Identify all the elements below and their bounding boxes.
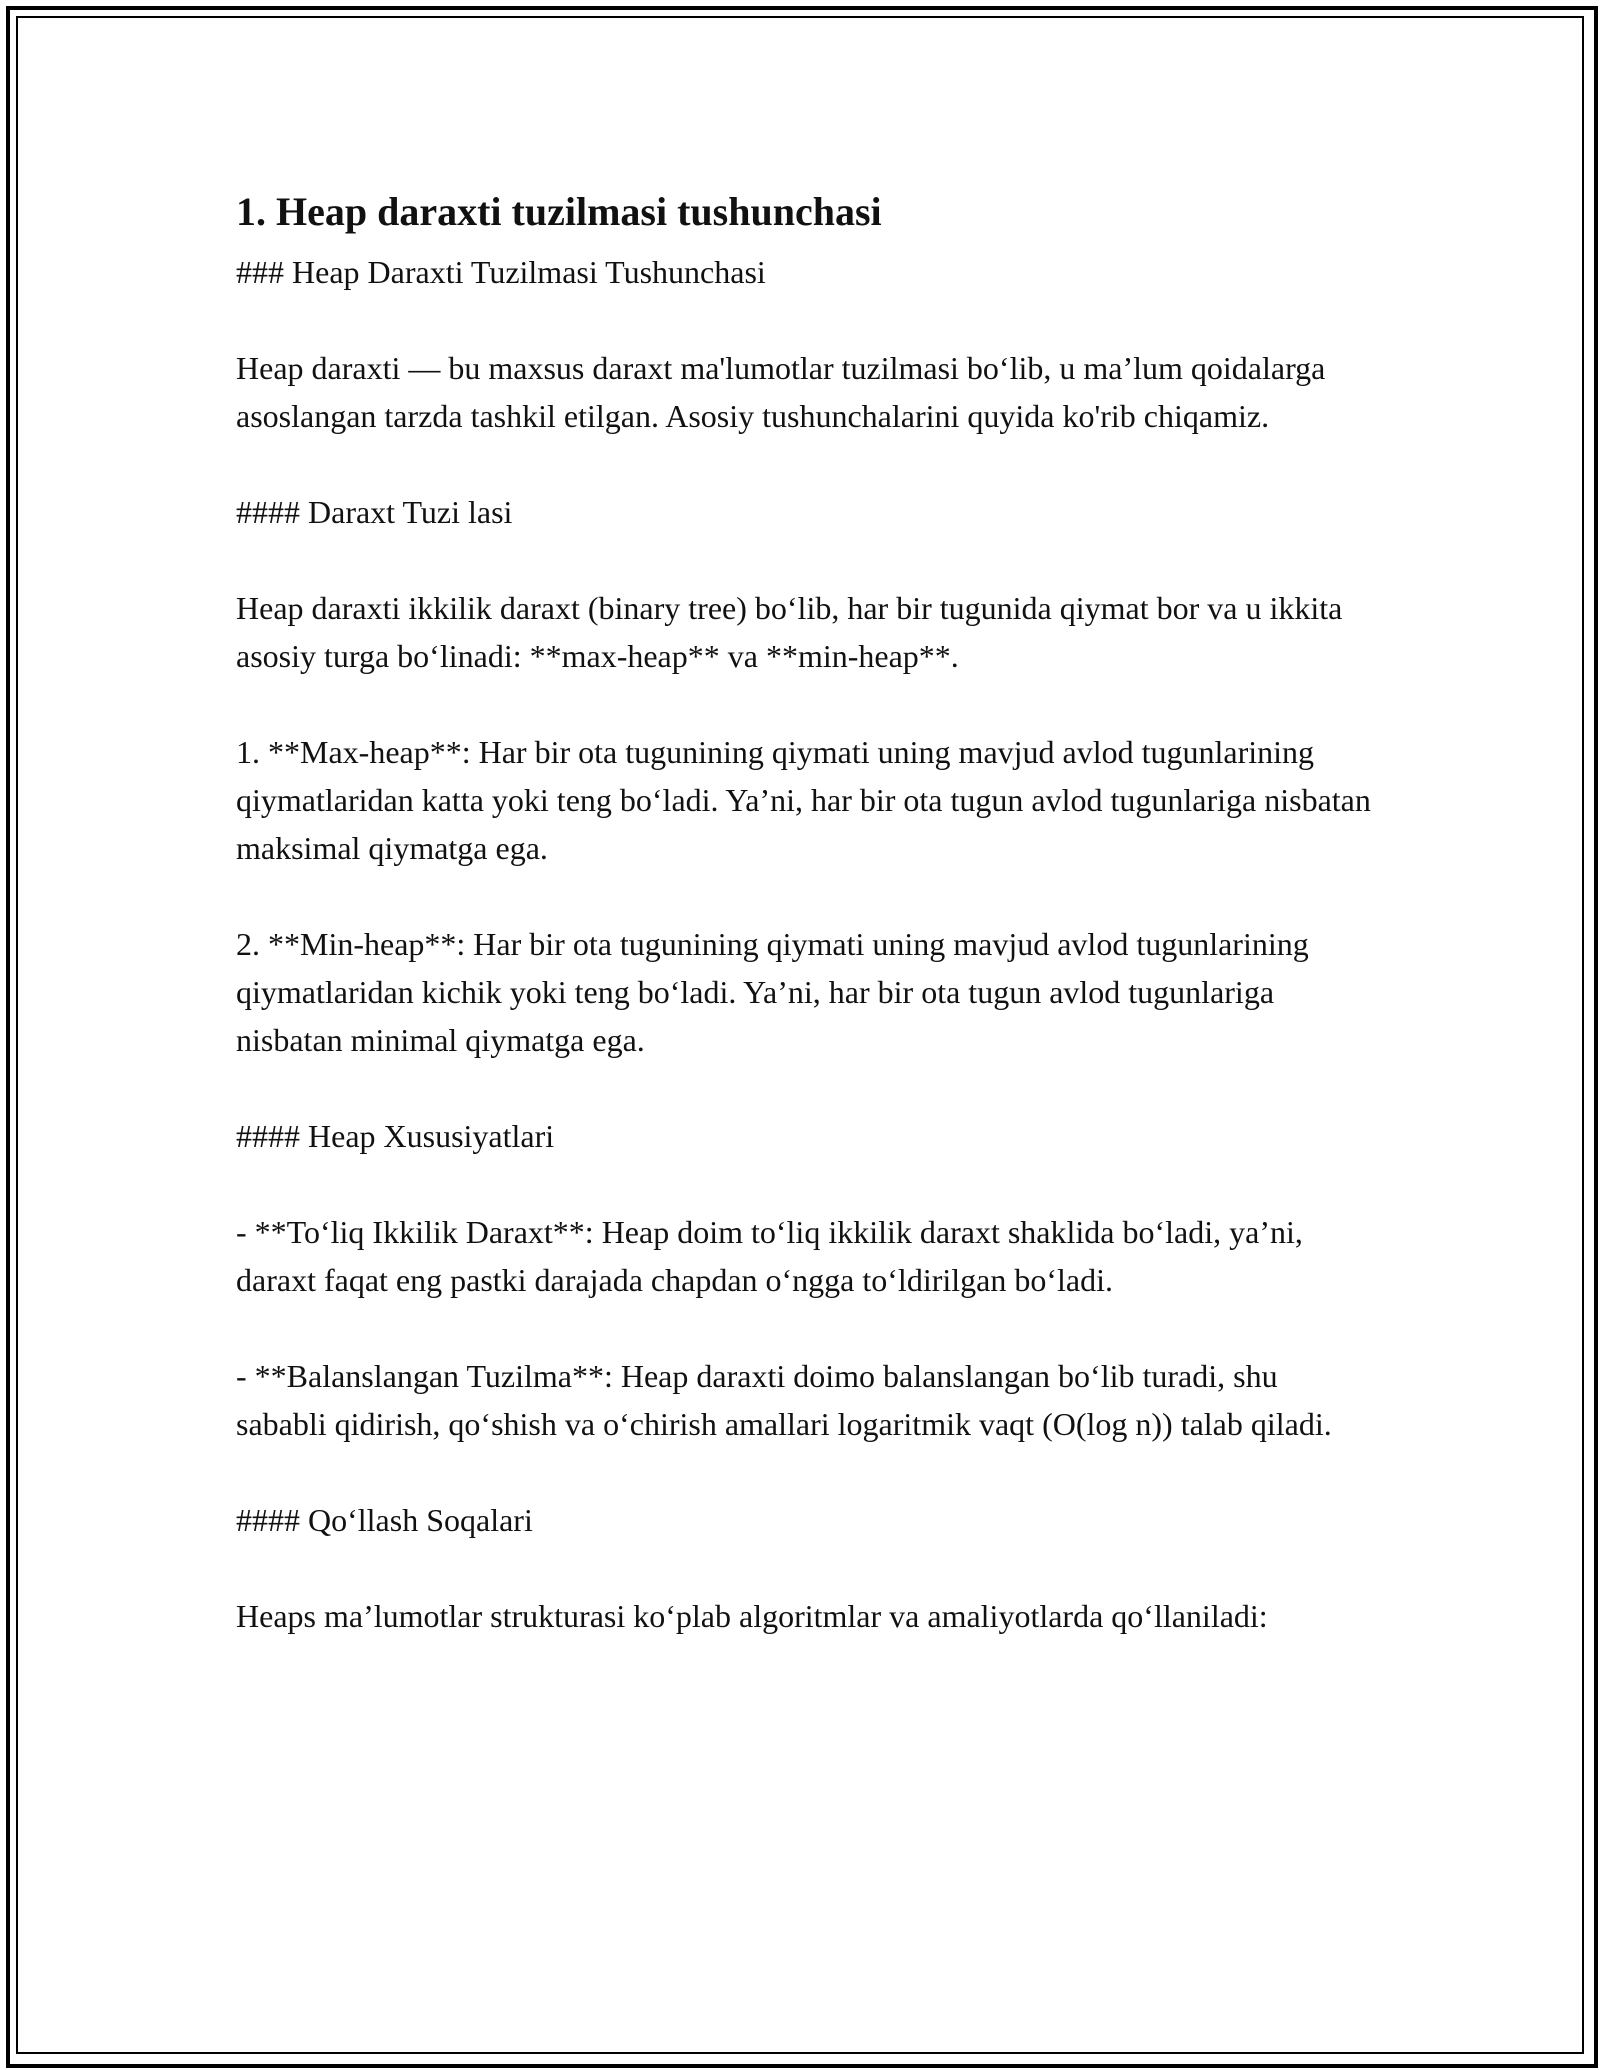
spacer [236,1544,1376,1592]
spacer [236,1304,1376,1352]
section-heading: ### Heap Daraxti Tuzilmasi Tushunchasi [236,254,766,290]
spacer [236,536,1376,584]
spacer [236,1064,1376,1112]
subheading-structure: #### Daraxt Tuzi lasi [236,494,513,530]
paragraph-applications: Heaps ma’lumotlar strukturasi ko‘plab algoritmlar va amaliyotlarda qo‘llaniladi: [236,1598,1268,1634]
paragraph-intro: Heap daraxti — bu maxsus daraxt ma'lumotlar tuzilmasi bo‘lib, u ma’lum qoidalarga asoslangan tarzda tashkil etilgan. Asosiy tushunchalarini quyida ko'rib chiqamiz. [236,350,1326,434]
document-title: 1. Heap daraxti tuzilmasi tushunchasi [236,189,882,234]
spacer [236,296,1376,344]
spacer [236,238,1376,248]
subheading-applications: #### Qo‘llash Soqalari [236,1502,533,1538]
paragraph-binary-tree: Heap daraxti ikkilik daraxt (binary tree) bo‘lib, har bir tugunida qiymat bor va u ikkita asosiy turga bo‘linadi: **max-heap** va **min-heap**. [236,590,1343,674]
list-item-min-heap: 2. **Min-heap**: Har bir ota tugunining qiymati uning mavjud avlod tugunlarining qiymatlaridan kichik yoki teng bo‘ladi. Ya’ni, har bir ota tugun avlod tugunlariga nisbatan minimal qiymatga ega. [236,926,1309,1058]
list-item-max-heap: 1. **Max-heap**: Har bir ota tugunining qiymati uning mavjud avlod tugunlarining qiymatlaridan katta yoki teng bo‘ladi. Ya’ni, har bir ota tugun avlod tugunlariga nisbatan maksimal qiymatga ega. [236,734,1371,866]
document-body [236,186,1376,1640]
spacer [236,872,1376,920]
bullet-balanced: - **Balanslangan Tuzilma**: Heap daraxti doimo balanslangan bo‘lib turadi, shu sababli qidirish, qo‘shish va o‘chirish amallari logaritmik vaqt (O(log n)) talab qiladi. [236,1358,1332,1442]
subheading-properties: #### Heap Xususiyatlari [236,1118,555,1154]
bullet-complete-tree: - **To‘liq Ikkilik Daraxt**: Heap doim to‘liq ikkilik daraxt shaklida bo‘ladi, ya’ni, daraxt faqat eng pastki darajada chapdan o‘ngga to‘ldirilgan bo‘ladi. [236,1214,1303,1298]
spacer [236,680,1376,728]
spacer [236,440,1376,488]
spacer [236,1160,1376,1208]
spacer [236,1448,1376,1496]
